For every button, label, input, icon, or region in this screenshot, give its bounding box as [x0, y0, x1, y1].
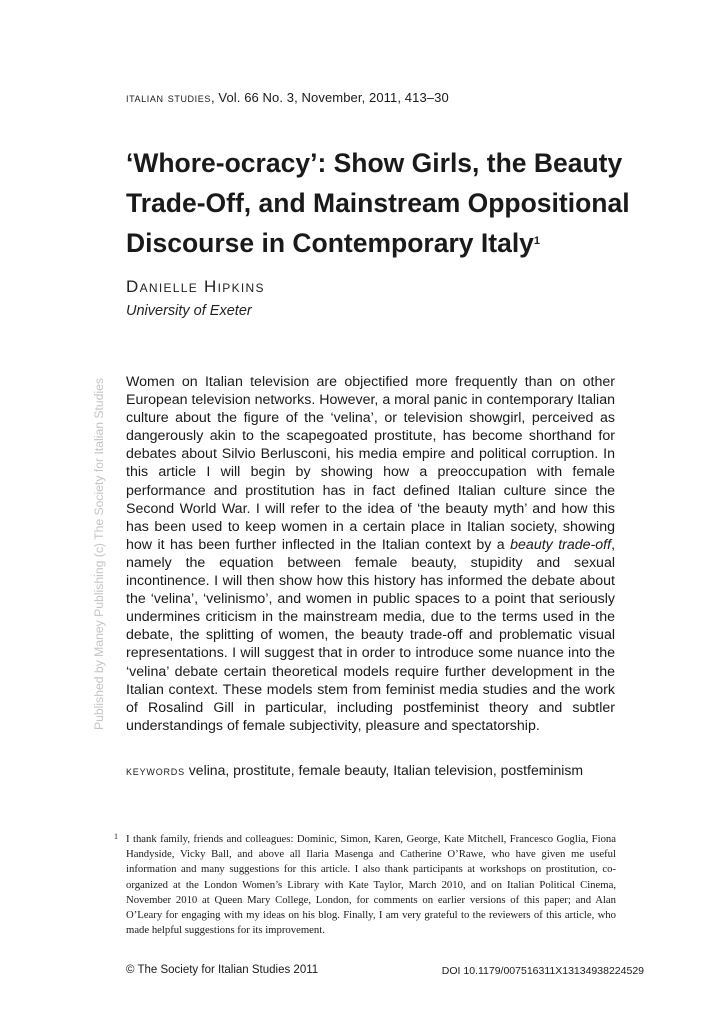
abstract-text-part2: , namely the equation between female beauty, stupidity and sexual incontinence. I will then show how this history has informed the debate about the ‘velina’, ‘velinismo’, and women in public spaces to a point that seriously undermines criticism in the mainstream media, due to the terms used in the debate, the splitting of women, the beauty trade-off and problematic visual representations. I will suggest that in order to introduce some nuance into the ‘velina’ debate certain theoretical models require further development in the Italian context. These models stem from feminist media studies and the work of Rosalind Gill in particular, including postfeminist theory and subtler understandings of female subjectivity, pleasure and spectatorship. — [126, 536, 616, 734]
article-title — [126, 143, 666, 263]
copyright-notice: © The Society for Italian Studies 2011 — [126, 964, 319, 976]
doi[interactable]: DOI 10.1179/007516311X13134938224529 — [441, 965, 644, 977]
keywords-label: keywords — [126, 763, 185, 778]
journal-name: italian studies — [126, 90, 211, 105]
journal-citation — [126, 90, 449, 105]
footnote-mark: 1 — [114, 832, 118, 841]
abstract — [126, 373, 615, 735]
abstract-italic-term: beauty trade-off — [510, 536, 612, 553]
citation-details: , Vol. 66 No. 3, November, 2011, 413–30 — [210, 90, 449, 105]
author-affiliation: University of Exeter — [126, 303, 252, 319]
article-title-text: ‘Whore-ocracy’: Show Girls, the Beauty Trade-Off, and Mainstream Oppositional Discourse in Contemporary Italy — [126, 148, 630, 258]
footnote — [114, 832, 616, 938]
title-footnote-mark[interactable]: 1 — [533, 235, 541, 247]
author-name: Danielle Hipkins — [126, 277, 265, 296]
abstract-text-part1: Women on Italian television are objectified more frequently than on other European television networks. However, a moral panic in contemporary Italian culture about the figure of the ‘velina’, or television showgirl, perceived as dangerously akin to the scapegoated prostitute, has become shorthand for debates about Silvio Berlusconi, his media empire and political corruption. In this article I will begin by showing how a preoccupation with female performance and prostitution has in fact defined Italian culture since the Second World War. I will refer to the idea of ‘the beauty myth’ and how this has been used to keep women in a certain place in Italian society, showing how it has been further inflected in the Italian context by a — [126, 374, 615, 553]
keywords-list: velina, prostitute, female beauty, Italian television, postfeminism — [188, 762, 584, 778]
publisher-watermark: Published by Maney Publishing (c) The Society for Italian Studies — [92, 377, 106, 730]
footnote-text: I thank family, friends and colleagues: Dominic, Simon, Karen, George, Kate Mitchell, Francesco Goglia, Fiona Handyside, Vicky Ball, and above all Ilaria Masenga and Catherine O’Rawe, who have given me useful information and many suggestions for this article. I also thank participants at workshops on prostitution, co-organized at the London Women’s Library with Kate Taylor, March 2010, and on Italian Political Cinema, November 2010 at Queen Mary College, London, for comments on earlier versions of this paper; and Alan O’Leary for engaging with my ideas on his blog. Finally, I am very grateful to the reviewers of this article, who made helpful suggestions for its improvement. — [126, 833, 616, 937]
keywords — [126, 762, 626, 778]
